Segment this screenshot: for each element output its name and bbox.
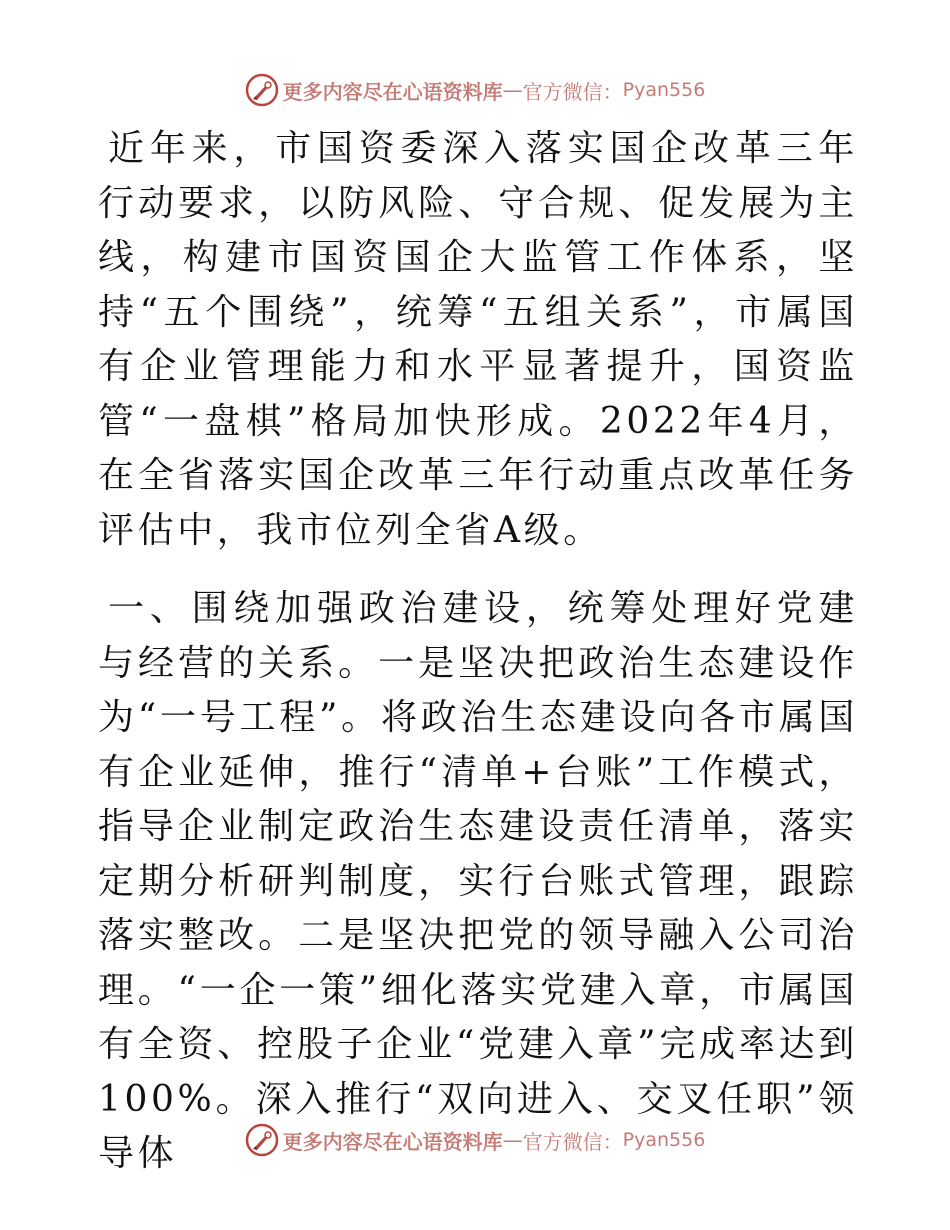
- banner-dash: —: [502, 78, 523, 102]
- footer-dash: —: [502, 1128, 523, 1152]
- document-body: [98, 122, 858, 1182]
- banner-wechat-id: Pyan556: [622, 79, 706, 101]
- footer-wechat-id: Pyan556: [622, 1129, 706, 1151]
- paragraph-section-1: 一、围绕加强政治建设，统筹处理好党建与经营的关系。一是坚决把政治生态建设作为“一号工程”。将政治生态建设向各市属国有企业延伸，推行“清单+台账”工作模式，指导企业制定政治生态建设责任清单，落实定期分析研判制度，实行台账式管理，跟踪落实整改。二是坚决把党的领导融入公司治理。“一企一策”细化落实党建入章，市属国有全资、控股子企业“党建入章”完成率达到100%。深入推行“双向进入、交叉任职”领导体: [98, 588, 858, 1174]
- footer-banner: [0, 1120, 950, 1160]
- banner-wechat-label: 官方微信：: [522, 79, 623, 104]
- quill-logo-icon: [245, 73, 279, 107]
- footer-wechat-label: 官方微信：: [522, 1129, 623, 1154]
- quill-logo-icon: [245, 1123, 279, 1157]
- header-banner: [0, 70, 950, 110]
- paragraph-intro: 近年来，市国资委深入落实国企改革三年行动要求，以防风险、守合规、促发展为主线，构建市国资国企大监管工作体系，坚持“五个围绕”，统筹“五组关系”，市属国有企业管理能力和水平显著提升，国资监管“一盘棋”格局加快形成。2022年4月，在全省落实国企改革三年行动重点改革任务评估中，我市位列全省A级。: [98, 128, 858, 551]
- footer-site-text: 更多内容尽在心语资料库: [282, 1129, 503, 1154]
- banner-site-text: 更多内容尽在心语资料库: [282, 79, 503, 104]
